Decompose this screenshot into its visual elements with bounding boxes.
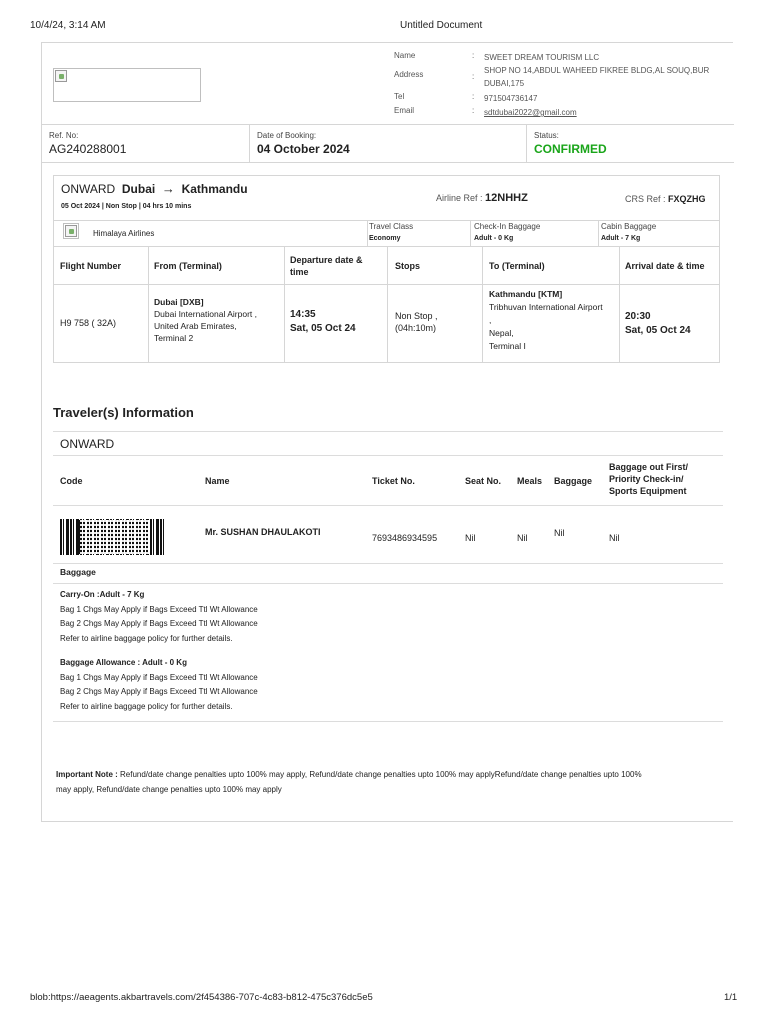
th-name: Name	[205, 476, 230, 486]
booking-info	[42, 124, 734, 163]
agency-logo	[53, 68, 201, 102]
baggage-title: Baggage	[60, 567, 96, 577]
airline-name: Himalaya Airlines	[93, 229, 155, 238]
th-meals: Meals	[517, 476, 543, 486]
agency-email-link[interactable]: sdtdubai2022@gmail.com	[484, 108, 577, 117]
broken-image-icon	[55, 70, 67, 82]
baggage-allowance-info: Baggage Allowance : Adult - 0 Kg Bag 1 Chgs May Apply if Bags Exceed Ttl Wt Allowance Bag 2 Chgs May Apply if Bags Exceed Ttl Wt Allowance Refer to airline baggage policy for further details.	[60, 658, 258, 711]
agency-address: SHOP NO 14,ABDUL WAHEED FIKREE BLDG,AL SOUQ,BUR DUBAI,175	[484, 66, 710, 88]
agency-email-label: Email	[394, 106, 415, 115]
baggage: Nil	[554, 528, 565, 538]
to-terminal: Kathmandu [KTM] Tribhuvan International Airport , Nepal, Terminal I	[489, 289, 603, 351]
meals: Nil	[517, 533, 528, 543]
departure-datetime: 14:35 Sat, 05 Oct 24	[290, 309, 356, 334]
route-subline: 05 Oct 2024 | Non Stop | 04 hrs 10 mins	[61, 203, 192, 210]
important-note: Important Note : Refund/date change penalties upto 100% may apply, Refund/date change penalties upto 100% may applyRefund/date change penalties upto 100% may apply, Refund/date change penalties upto 100% may apply	[56, 770, 642, 794]
ref-label: Ref. No:	[49, 131, 79, 140]
page-number: 1/1	[724, 992, 738, 1003]
airline-logo	[63, 223, 79, 239]
print-datetime: 10/4/24, 3:14 AM	[30, 20, 106, 31]
th-to: To (Terminal)	[489, 261, 545, 271]
th-ticket: Ticket No.	[372, 476, 415, 486]
th-departure: Departure date & time	[290, 255, 363, 277]
th-from: From (Terminal)	[154, 261, 222, 271]
extras: Nil	[609, 533, 620, 543]
traveler-name: Mr. SUSHAN DHAULAKOTI	[205, 527, 321, 537]
th-code: Code	[60, 476, 83, 486]
travelers-title: Traveler(s) Information	[53, 405, 194, 420]
checkin-baggage: Check-In Baggage Adult - 0 Kg	[474, 222, 541, 242]
traveler-code-image	[78, 520, 152, 554]
booking-date: 04 October 2024	[257, 142, 350, 156]
broken-image-icon	[65, 225, 77, 237]
arrow-right-icon: →	[161, 181, 175, 196]
agency-name-label: Name	[394, 51, 416, 60]
travel-class: Travel Class Economy	[369, 222, 414, 242]
print-title: Untitled Document	[400, 20, 483, 31]
th-baggage: Baggage	[554, 476, 593, 486]
ticket-document: Name : SWEET DREAM TOURISM LLC Address : SHOP NO 14,ABDUL WAHEED FIKREE BLDG,AL SOUQ,BUR DUBAI,175 Tel : 971504736147 Email : sdtdubai2022@gmail.com Ref. No: AG240288001 Date of Booking: 04 October 2024 Status: CONFIRMED ONWARD Dubai → Kathmandu 05 Oct 2024 | Non Stop | 04 hrs 10 mins Airline Ref : 12NHHZ CRS Ref : FXQZHG Himalaya Airlines Travel Class Economy Check-In Baggage Adult - 0 Kg Cabin Baggage Adult - 7 Kg Flight Number From (Terminal) Departure date & time Stops To (Terminal) Arrival date & time H9 758 ( 32A) Dubai [DXB] Dubai International Airport , United Arab Emirates, Terminal 2 14:35 Sat, 05 Oct 24 Non Stop , (04h:10m) Kathmandu [KTM] Tribhuvan International Airport , Nepal, Terminal I 20:30 Sat, 05 Oct 24 Traveler(s) Information ONWARD Code Name Ticket No. Seat No. Meals Baggage Baggage out First/ Priority Check-in/ Sports Equipment Mr. SUSHAN DHAULAKOTI 7693486934595 Nil Nil Nil Nil Baggage Carry-On :Adult - 7 Kg Bag 1 Chgs May Apply if Bags Exceed Ttl Wt Allowance Bag 2 Chgs May Apply if Bags Exceed Ttl Wt Allowance Refer to airline baggage policy for further details. Baggage Allowance : Adult - 0 Kg Bag 1 Chgs May Apply if Bags Exceed Ttl Wt Allowance Bag 2 Chgs May Apply if Bags Exceed Ttl Wt Allowance Refer to airline baggage policy for further details. Important Note : Refund/date change penalties upto 100% may apply, Refund/date change penalties upto 100% may applyRefund/date change penalties upto 100% may apply, Refund/date change penalties upto 100% may apply	[41, 42, 733, 822]
arrival-datetime: 20:30 Sat, 05 Oct 24	[625, 311, 691, 336]
ticket-number: 7693486934595	[372, 533, 438, 543]
ref-number: AG240288001	[49, 142, 127, 156]
status-badge: CONFIRMED	[534, 142, 607, 156]
seat-number: Nil	[465, 533, 476, 543]
airline-ref: Airline Ref : 12NHHZ	[436, 192, 528, 204]
cabin-baggage: Cabin Baggage Adult - 7 Kg	[601, 222, 657, 242]
agency-tel-label: Tel	[394, 92, 405, 101]
th-extras: Baggage out First/ Priority Check-in/ Sports Equipment	[609, 462, 689, 496]
from-terminal: Dubai [DXB] Dubai International Airport , United Arab Emirates, Terminal 2	[154, 297, 258, 343]
stops-info: Non Stop , (04h:10m)	[395, 311, 438, 333]
route-title: ONWARD Dubai → Kathmandu	[61, 181, 248, 196]
agency-address-label: Address	[394, 70, 424, 79]
th-arrival: Arrival date & time	[625, 261, 705, 271]
travelers-direction: ONWARD	[60, 437, 115, 451]
th-stops: Stops	[395, 261, 421, 271]
th-seat: Seat No.	[465, 476, 502, 486]
crs-ref: CRS Ref : FXQZHG	[625, 194, 706, 204]
booking-date-label: Date of Booking:	[257, 131, 317, 140]
agency-name: SWEET DREAM TOURISM LLC	[484, 53, 600, 62]
carry-on-info: Carry-On :Adult - 7 Kg Bag 1 Chgs May Apply if Bags Exceed Ttl Wt Allowance Bag 2 Chgs May Apply if Bags Exceed Ttl Wt Allowance Refer to airline baggage policy for further details.	[60, 590, 258, 643]
print-url: blob:https://aeagents.akbartravels.com/2f454386-707c-4c83-b812-475c376dc5e5	[30, 992, 373, 1003]
agency-tel: 971504736147	[484, 94, 538, 103]
th-flight-number: Flight Number	[60, 261, 121, 271]
flight-number: H9 758 ( 32A)	[60, 318, 117, 328]
status-label: Status:	[534, 131, 559, 140]
flight-details	[53, 175, 720, 363]
